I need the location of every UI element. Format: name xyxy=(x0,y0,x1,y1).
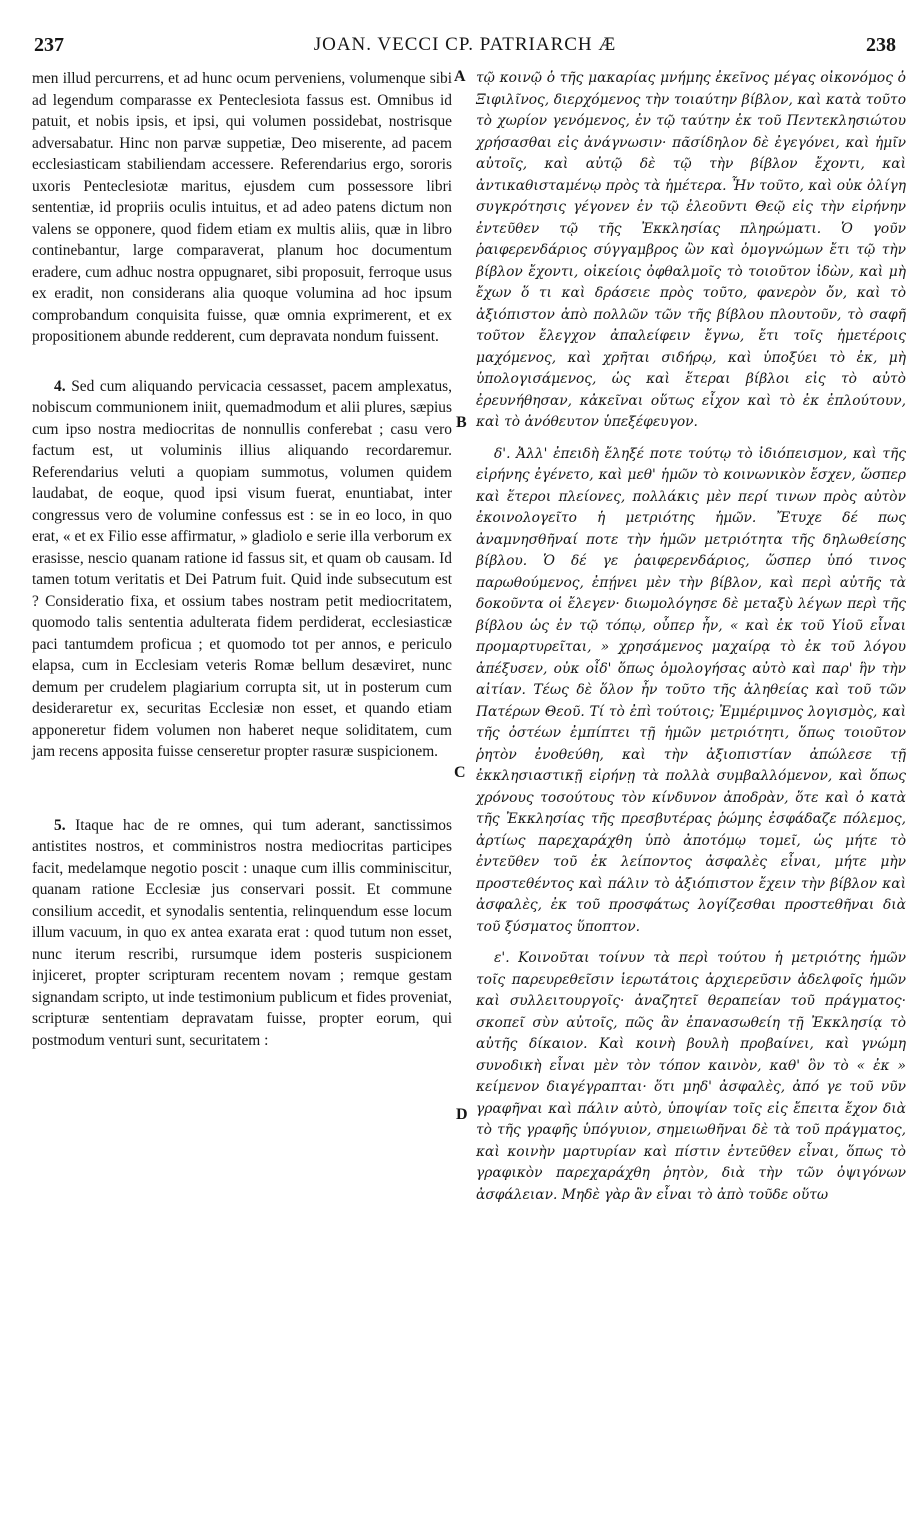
page-number-right: 238 xyxy=(866,34,896,56)
greek-paragraph-1: τῷ κοινῷ ὁ τῆς μακαρίας μνήμης ἐκεῖνος μέγας οἰκονόμος ὁ Ξιφιλῖνος, διερχόμενος τὴν τοιαύτην βίβλον, καὶ κατὰ τοῦτο τὸ χωρίον γενόμενος, ἐν τῷ ταύτην ἐκ τοῦ Πεντεκλησιώτου χρήσασθαι εἰς ἀνάγνωσιν· πᾶσίδηλον δὲ ἐγεγόνει, καὶ ἡμῖν αὐτοῖς, καὶ αὐτῷ δὲ τῷ τὴν βίβλον ἔχοντι, καὶ ἀντικαθισταμένῳ πρὸς τὰ ἡμέτερα. Ἦν τοῦτο, καὶ οὐκ ὀλίγη συγκρότησις γέγονεν ἐν τῷ ἐλεοῦντι Θεῷ εἰς τὴν εἰρήνην ἐντεῦθεν τῷ τῆς Ἐκκλησίας πληρώματι. Ὁ γοῦν ῥαιφερενδάριος σύγγαμβρος ὢν καὶ ὁμογνώμων ἔτι τῷ τὴν βίβλον ἔχοντι, οἰκείοις ὀφθαλμοῖς τὸ τοιοῦτον ἰδὼν, καὶ μὴ ἔχων ὅ τι καὶ δράσειε πρὸς τοῦτο, φανερὸν ὄν, καὶ τὸ ἀξιόπιστον ἀπὸ πολλῶν τῶν τῆς βίβλου πλουτοῦν, τὸ σαφῆ τοῦτον ἔλεγχον ἀπαλείφειν ἔγνω, ἔτι τοῖς ἡμετέροις μαχόμενος, καὶ χρῆται σιδήρῳ, καὶ ὑποξύει τὸ ἐκ, μὴ ὑπολογισάμενος, ὡς καὶ ἕτεραι βίβλοι εἰς τὸ αὐτὸ ἐρευνήθησαν, κἀκεῖναι οὕτως εἶχον καὶ τὸ ἐκ ἐπλούτουν, καὶ τὸ ἀνόθευτον ὑπεξέφευγον. xyxy=(476,70,906,430)
latin-paragraph-5-text: Itaque hac de re omnes, qui tum aderant, sanctissimos antistites nostros, et comministros nostra mediocritas participes facit, medelamque negotio poscit : unaque cum illis comminiscitur, quanam ratione Ecclesiæ jus conservari possit. Et commune consilium accedit, et synodalis sententia, relinquendum esse locum illum vacuum, in quo ex antea exarata erat : quod tutum non esset, nunc iterum rescribi, rursumque idem posteris suspicionem injiceret, propter scripturam recentem novam ; remque gestam signandam scripto, ut inde testimonium publicum et fides proveniat, scripturæ sententiam depravatam fuisse, propter eorum, qui postmodum venturi sunt, securitatem : xyxy=(32,816,452,1049)
margin-letter-b: B xyxy=(456,414,467,431)
greek-paragraph-5: ε'. Κοινοῦται τοίνυν τὰ περὶ τούτου ἡ μετριότης ἡμῶν τοῖς παρευρεθεῖσιν ἱερωτάτοις ἀρχιερεῦσιν ἀδελφοῖς ἡμῶν καὶ συλλειτουργοῖς· ἀναζητεῖ θεραπείαν τοῦ πράγματος· σκοπεῖ σὺν αὐτοῖς, πῶς ἂν ἐπανασωθείη τῇ Ἐκκλησίᾳ τὸ αὐτῆς δίκαιον. Καὶ κοινὴ βουλὴ προβαίνει, καὶ γνώμη συνοδικὴ εἶναι μὲν τὸν τόπον καινὸν, καθ' ὃν τὸ « ἐκ » κείμενον διαγέγραπται· ὅτι μηδ' ἀσφαλὲς, ἀπό γε τοῦ νῦν γραφῆναι καὶ πάλιν αὐτὸ, ὑποψίαν τοῖς εἰς ἔπειτα ἔχον διὰ τὸ τῆς γραφῆς ὑπόγυιον, σημειωθῆναι δὲ τὰ τοῦ πράγματος, καὶ κοινὴν μαρτυρίαν καὶ πίστιν ἐντεῦθεν εἶναι, ὅπως τὸ γραφικὸν παρεχαράχθη ῥητὸν, διὰ τὴν τῶν ὀψιγόνων ἀσφάλειαν. Μηδὲ γὰρ ἂν εἶναι τὸ ἀπὸ τοῦδε οὕτω xyxy=(476,950,906,1203)
greek-column xyxy=(476,68,906,1206)
latin-paragraph-4-text: Sed cum aliquando pervicacia cessasset, pacem amplexatus, nobiscum communionem iniit, quemadmodum et alii plures, sæpius cum ipso nostra mediocritas de nonnullis conferebat ; casu vero factum est, ut voluminis illius aliquando recordaremur. Referendarius veluti a quopiam summotus, volumen quidem laudabat, de eoque, quod ipsi visum fuerat, enuntiabat, inter congressus vero de volumine confessus est : se in eo loco, in quo erat, « et ex Filio esse affirmatur, » gladiolo e serie illa verborum ex erasisse, nescio quanam ratione id fassus sit, et quam ob causam. Id tamen totum veritatis et Dei Patrum fuit. Quid inde subsecutum est ? Consideratio fixa, et ossium tabes nostram petit mediocritatem, quomodo talis sententia adulterata fidem perdiderat, ecclesiasticæ paci tantumdem proficua ; et quomodo tot per annos, e periculo elapsa, cum in Ecclesiam veteris Romæ bellum desæviret, nunc demum per crudelem plagiarium corrupta sit, ut in posterum cum desideraretur ex, securitas Ecclesiæ non esset, et quando etiam apponeretur fidem volumen non haberet neque soliditatem, cum jam recens apposita fuisse censeretur propter rasuræ suspicionem. xyxy=(32,377,452,760)
latin-paragraph-5 xyxy=(32,815,452,1052)
margin-letter-a: A xyxy=(454,68,466,85)
page-number-left: 237 xyxy=(34,34,64,56)
section-number-5: 5. xyxy=(54,816,66,834)
running-title: JOAN. VECCI CP. PATRIARCH Æ xyxy=(313,34,617,55)
latin-paragraph-4 xyxy=(32,376,452,763)
page-header xyxy=(30,34,900,60)
section-number-4: 4. xyxy=(54,377,66,395)
latin-paragraph-1: men illud percurrens, et ad hunc ocum perveniens, volumenque sibi ad legendum comparasse ex Penteclesiota fassus est. Omnibus id patuit, et nobis ipsis, et ipsi, qui volumen possidebat, nostrisque adversabatur. Hinc non parvæ suppetiæ, Deo miserente, ad pacem ecclesiasticam stabiliendam accessere. Referendarius ergo, sororis uxoris Penteclesiotæ maritus, ejusdem cum possessore libri sententiæ, id propriis oculis intuitus, et ad adeo patens dictum non valens se opponere, quod fidem etiam ex multis aliis, quæ in libro continebantur, large comparaverat, planum hoc documentum eradere, cum adhuc nostra oppugnaret, sibi proposuit, ferroque usus ex eradit, non considerans alia quoque volumina ad hoc ipsum comprobandum conquisita fuisse, quæ omnia exprimerent, et ex propositionem abunde redderent, cum depravata nondum fuissent. xyxy=(32,70,452,345)
latin-column xyxy=(32,68,452,1051)
margin-letter-c: C xyxy=(454,764,466,781)
greek-paragraph-4: δ'. Ἀλλ' ἐπειδὴ ἔληξέ ποτε τούτῳ τὸ ἰδιόπεισμον, καὶ τῆς εἰρήνης ἐγένετο, καὶ μεθ' ἡμῶν τὸ κοινωνικὸν ἔσχεν, ὥσπερ καὶ ἕτεροι πλείονες, πολλάκις μὲν περί τινων πρὸς αὐτὸν ἐκοινολογεῖτο ἡ μετριότης ἡμῶν. Ἔτυχε δέ πως ἀναμνησθῆναί ποτε τὴν ἡμῶν μετριότητα τῆς δηλωθείσης βίβλου. Ὁ δέ γε ῥαιφερενδάριος, ὥσπερ ὑπό τινος παρωθούμενος, ἐπῄνει μὲν τὴν βίβλον, καὶ περὶ αὐτῆς τὰ δοκοῦντα οἱ ἔλεγεν· διωμολόγησε δὲ μεταξὺ λέγων περὶ τῆς βίβλου ὡς ἐν τῷ τόπῳ, οὗπερ ἦν, « καὶ ἐκ τοῦ Υἱοῦ εἶναι προμαρτυρεῖται, » χρησάμενος μαχαίρᾳ τὸ ἐκ τοῦ λόγου ἀπέξυσεν, οὐκ οἶδ' ὅπως ὁμολογήσας αὐτὸ καὶ παρ' ἣν τὴν αἰτίαν. Τέως δὲ ὅλον ἦν τοῦτο τῆς ἀληθείας καὶ τοῦ τῶν Πατέρων Θεοῦ. Τί τὸ ἐπὶ τούτοις; Ἐμμέριμνος λογισμὸς, καὶ τῆς ὀστέων ἐμπίπτει τῇ ἡμῶν μετριότητι, ὅπως τοιοῦτον ῥητὸν ἐνοθεύθη, καὶ τὴν ἀξιοπιστίαν ἀπώλεσε τῇ ἐκκλησιαστικῇ εἰρήνῃ τὰ πολλὰ συμβαλλόμενον, καὶ ὅπως χρόνους τοσούτους τὸν κίνδυνον ἀποδρὰν, ὅτε καὶ ὁ κατὰ τῆς Ἐκκλησίας τῆς πρεσβυτέρας ῥώμης ἐσφάδαζε πόλεμος, ἀρτίως παρεχαράχθη ὑπὸ ἀποτόμῳ τομεῖ, ὡς μήτε τὸ ἐντεῦθεν τοῦ ἐκ λείποντος ἀσφαλὲς εἶναι, μήτε μὴν προστεθέντος καὶ πάλιν τὸ ἀξιόπιστον ἔχειν τὴν βίβλον καὶ ἀσφαλὲς, ἐκ τοῦ προσφάτως λογίζεσθαι προστεθῆναι διὰ τοῦ ξύσματος ὕποπτον. xyxy=(476,445,906,935)
margin-letter-d: D xyxy=(456,1106,468,1123)
